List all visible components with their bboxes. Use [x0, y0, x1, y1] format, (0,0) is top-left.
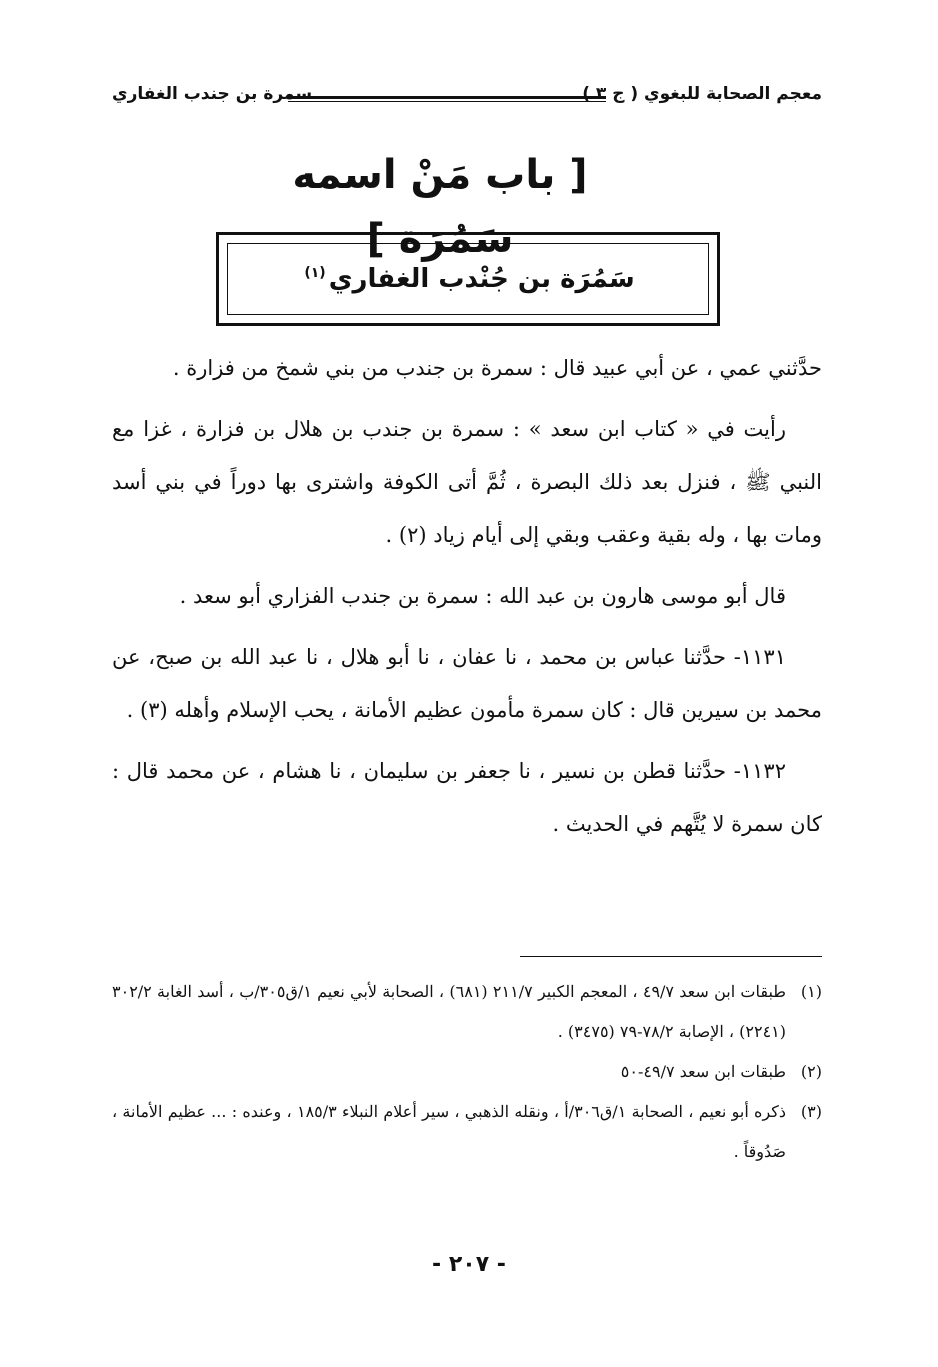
- page-number: - ٢٠٧ -: [432, 1252, 506, 1277]
- paragraph: حدَّثني عمي ، عن أبي عبيد قال : سمرة بن جندب من بني شمخ من فزارة .: [172, 356, 822, 380]
- chapter-heading: [ باب مَنْ اسمه سَمُرَة ]: [292, 152, 588, 262]
- hadith-paragraph: ١١٣١- حدَّثنا عباس بن محمد ، نا عفان ، نا أبو هلال ، نا عبد الله بن صبح، عن محمد بن سيرين قال : كان سمرة مأمون عظيم الأمانة ، يحب الإسلام وأهله (٣) .: [112, 645, 822, 722]
- header-rule: [288, 96, 606, 102]
- footnote-separator: [520, 956, 822, 957]
- footnote-number: (٣): [800, 1102, 822, 1121]
- entry-title: [301, 264, 634, 294]
- footnote-text: ذكره أبو نعيم ، الصحابة ١/ق٣٠٦/أ ، ونقله الذهبي ، سير أعلام النبلاء ١٨٥/٣ ، وعنده : ... عظيم الأمانة ، صَدُوقاً .: [112, 1102, 787, 1161]
- footnote-text: طبقات ابن سعد ٤٩/٧-٥٠: [620, 1062, 786, 1081]
- header-subject: سمرة بن جندب الغفاري: [112, 84, 313, 104]
- running-header: [112, 84, 822, 116]
- footnote: [112, 1052, 822, 1092]
- hadith-paragraph: ١١٣٢- حدَّثنا قطن بن نسير ، نا جعفر بن سليمان ، نا هشام ، عن محمد قال : كان سمرة لا يُتَّهم في الحديث .: [112, 759, 822, 836]
- body-text: [112, 342, 822, 859]
- footnote-number: (١): [800, 982, 822, 1001]
- entry-title-box: [216, 232, 720, 326]
- paragraph: قال أبو موسى هارون بن عبد الله : سمرة بن جندب الفزاري أبو سعد .: [179, 584, 786, 608]
- entry-title-inner-frame: [227, 243, 709, 315]
- footnotes: [112, 972, 822, 1172]
- entry-footnote-ref: (١): [304, 265, 326, 282]
- footnote: [112, 972, 822, 1052]
- paragraph: رأيت في « كتاب ابن سعد » : سمرة بن جندب بن هلال بن فزارة ، غزا مع النبي ﷺ ، فنزل بعد ذلك البصرة ، ثُمَّ أتى الكوفة واشترى بها دوراً في بني أسد ومات بها ، وله بقية وعقب وبقي إلى أيام زياد (٢) .: [112, 417, 822, 547]
- footnote: [112, 1092, 822, 1172]
- entry-title-text: سَمُرَة بن جُنْدب الغفاري: [328, 264, 635, 294]
- footnote-text: طبقات ابن سعد ٤٩/٧ ، المعجم الكبير ٢١١/٧ (٦٨١) ، الصحابة لأبي نعيم ١/ق٣٠٥/ب ، أسد الغابة ٣٠٢/٢ (٢٢٤١) ، الإصابة ٧٨/٢-٧٩ (٣٤٧٥) .: [112, 982, 787, 1041]
- footnote-number: (٢): [800, 1062, 822, 1081]
- book-title: معجم الصحابة للبغوي ( ج ٣ ): [582, 84, 822, 104]
